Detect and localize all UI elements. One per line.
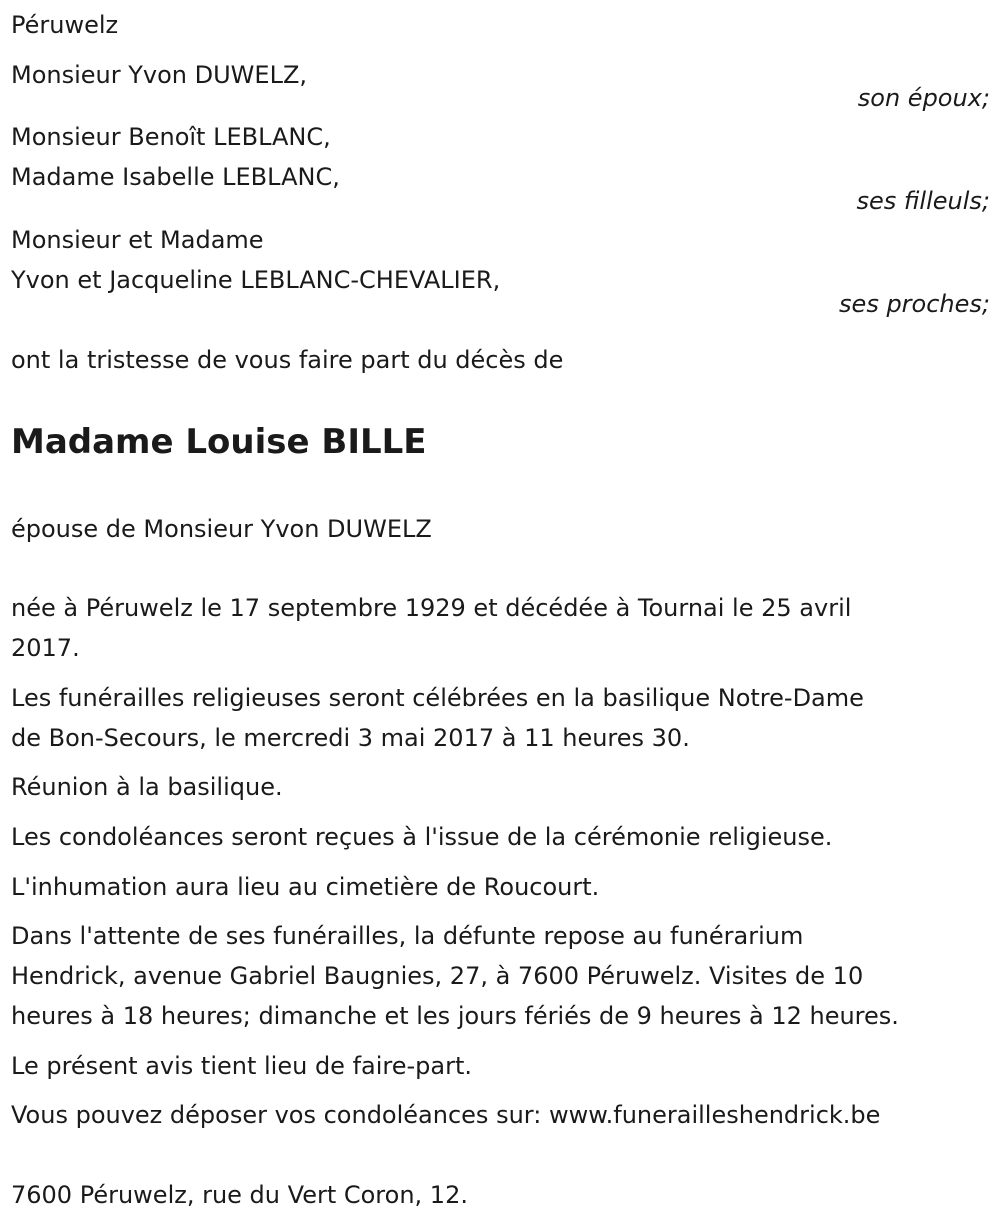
deceased-name: Madame Louise BILLE bbox=[11, 422, 427, 462]
funeral-line: Les funérailles religieuses seront célébrées en la basilique Notre-Dame bbox=[11, 684, 864, 712]
visitation-line: Hendrick, avenue Gabriel Baugnies, 27, à 7600 Péruwelz. Visites de 10 bbox=[11, 962, 864, 990]
condolences-received-text: Les condoléances seront reçues à l'issue de la cérémonie religieuse. bbox=[11, 823, 833, 851]
birth-death-line: née à Péruwelz le 17 septembre 1929 et décédée à Tournai le 25 avril bbox=[11, 594, 852, 622]
announcement-text: ont la tristesse de vous faire part du décès de bbox=[11, 346, 564, 374]
family-name-line: Monsieur et Madame bbox=[11, 226, 264, 254]
online-condolences-text: Vous pouvez déposer vos condoléances sur: www.funerailleshendrick.be bbox=[11, 1101, 881, 1129]
burial-text: L'inhumation aura lieu au cimetière de Roucourt. bbox=[11, 873, 600, 901]
visitation-line: heures à 18 heures; dimanche et les jours fériés de 9 heures à 12 heures. bbox=[11, 1002, 899, 1030]
family-name-line: Yvon et Jacqueline LEBLANC-CHEVALIER, bbox=[11, 266, 501, 294]
spouse-line: épouse de Monsieur Yvon DUWELZ bbox=[11, 515, 432, 543]
birth-death-line: 2017. bbox=[11, 634, 80, 662]
relation-label: son époux; bbox=[857, 84, 990, 112]
address-text: 7600 Péruwelz, rue du Vert Coron, 12. bbox=[11, 1181, 468, 1209]
funeral-line: de Bon-Secours, le mercredi 3 mai 2017 à 11 heures 30. bbox=[11, 724, 690, 752]
visitation-line: Dans l'attente de ses funérailles, la défunte repose au funérarium bbox=[11, 922, 804, 950]
family-name-line: Monsieur Benoît LEBLANC, bbox=[11, 123, 331, 151]
relation-label: ses proches; bbox=[839, 290, 990, 318]
family-name-line: Madame Isabelle LEBLANC, bbox=[11, 163, 340, 191]
family-name-line: Monsieur Yvon DUWELZ, bbox=[11, 61, 308, 89]
relation-label: ses filleuls; bbox=[856, 187, 990, 215]
city-header: Péruwelz bbox=[11, 11, 119, 39]
notice-text: Le présent avis tient lieu de faire-part. bbox=[11, 1052, 473, 1080]
meeting-text: Réunion à la basilique. bbox=[11, 773, 283, 801]
